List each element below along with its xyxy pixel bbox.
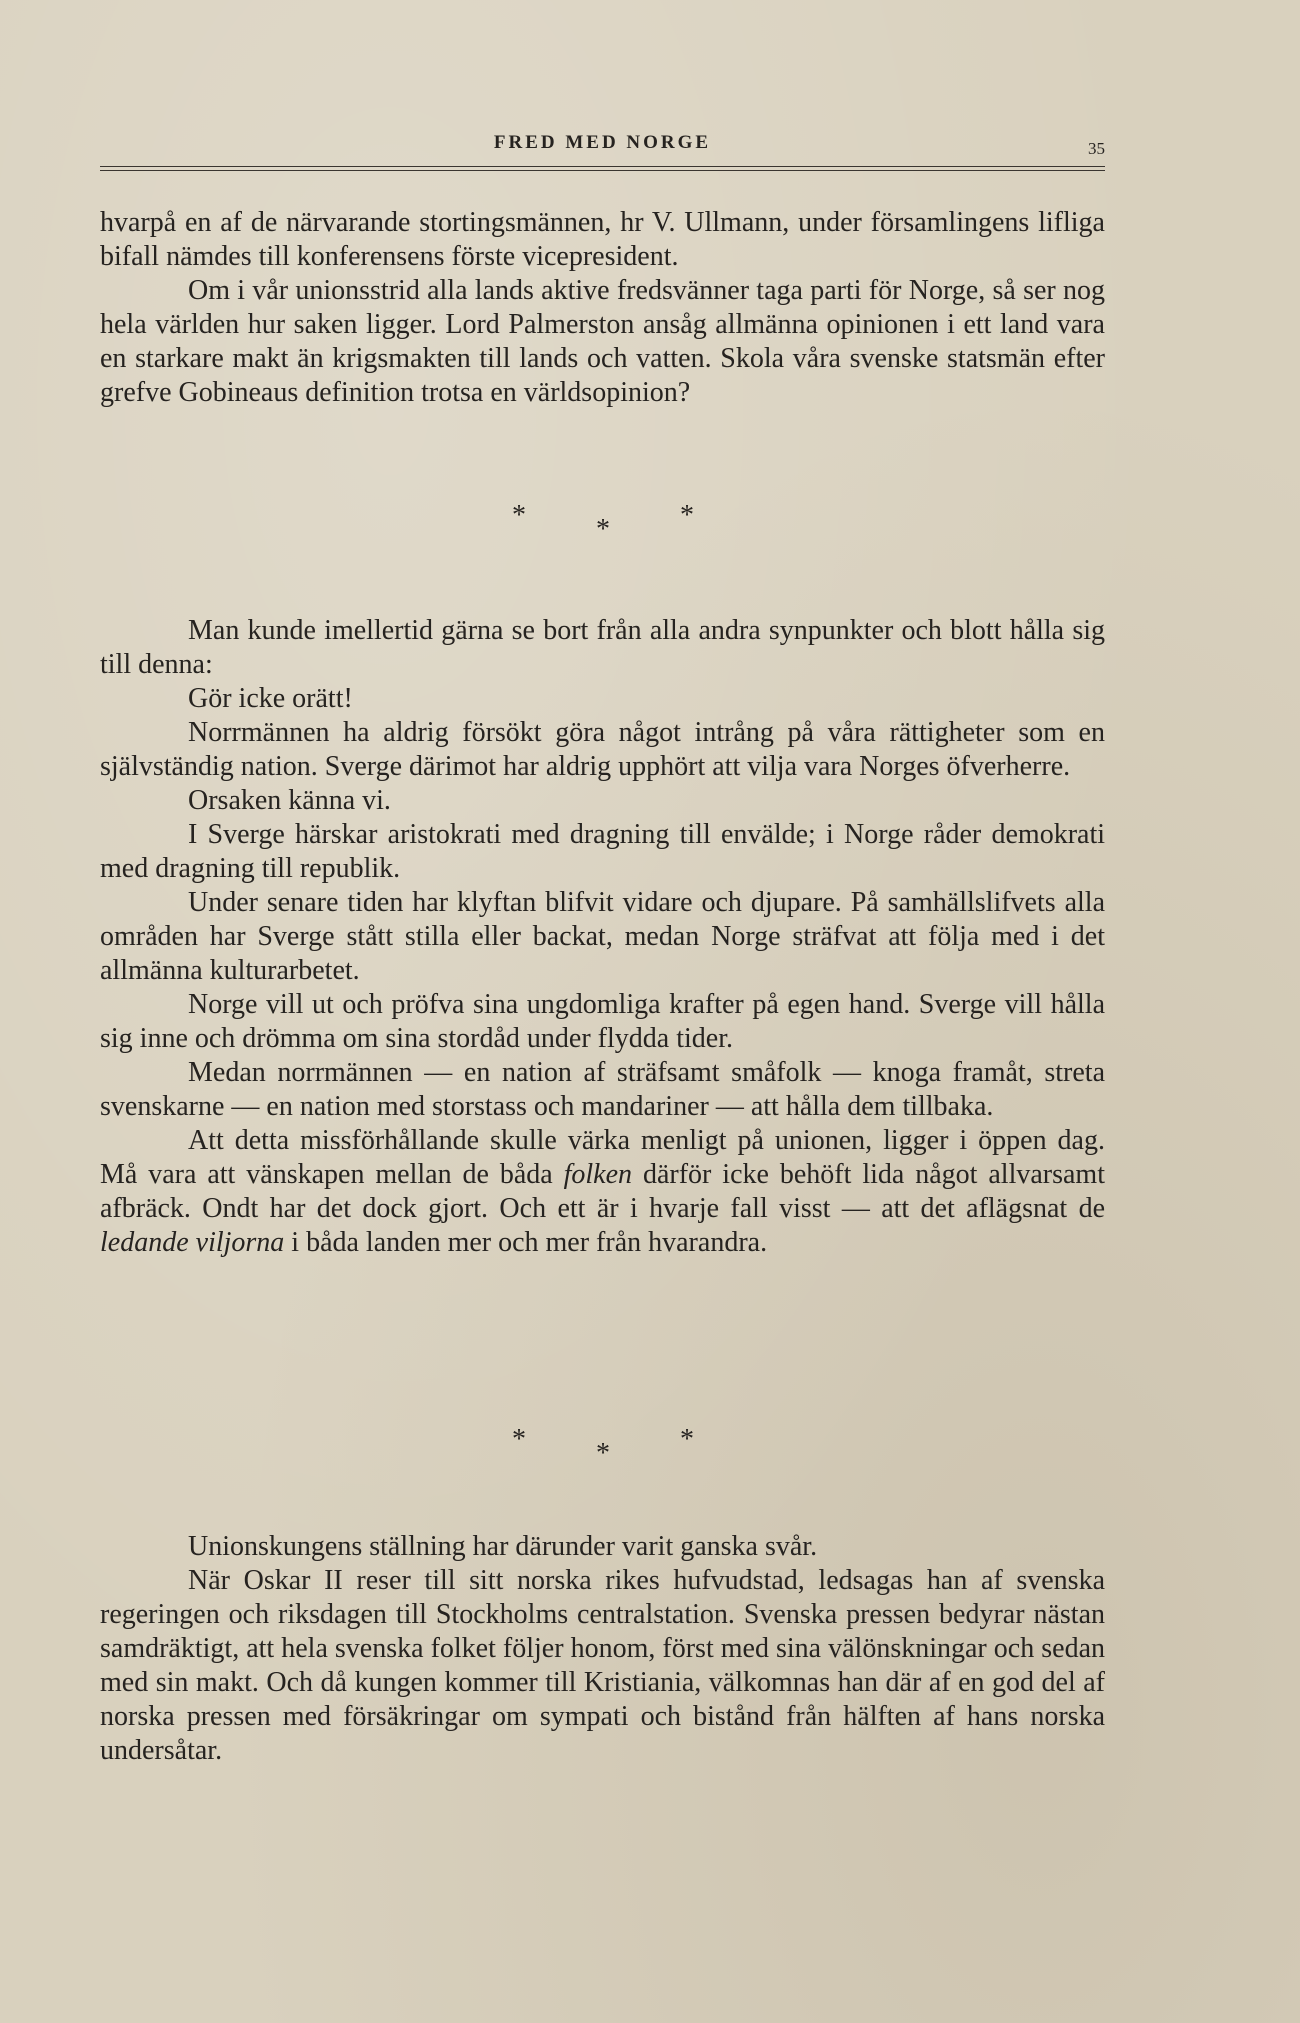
paragraph: Under senare tiden har klyftan blifvit vidare och djupare. På samhällslifvets alla områden har Sverge stått stilla eller backat, medan Norge sträfvat att följa med i det allmänna kulturarbetet.	[100, 887, 1105, 986]
paragraph: När Oskar II reser till sitt norska rikes hufvudstad, ledsagas han af svenska regeringen och riksdagen till Stockholms centralstation. Svenska pressen bedyrar nästan samdräktigt, att hela svenska folket följer honom, först med sina välönskningar och sedan med sin makt. Och då kungen kommer till Kristiania, välkomnas han där af en god del af norska pressen med försäkringar om sympati och bistånd från hälften af hans norska undersåtar.	[100, 1565, 1105, 1766]
page-number: 35	[1088, 139, 1105, 158]
running-title: FRED MED NORGE	[493, 132, 712, 153]
paragraph: Gör icke orätt!	[188, 683, 353, 714]
section-1	[100, 206, 1105, 410]
separator-star: *	[680, 500, 694, 531]
italic-emphasis: folken	[563, 1159, 633, 1190]
text-run: i båda landen mer och mer från hvarandra.	[284, 1227, 768, 1258]
page-header	[100, 132, 1105, 166]
section-separator-2	[100, 1424, 1105, 1474]
paragraph: Man kunde imellertid gärna se bort från alla andra synpunkter och blott hålla sig till denna:	[100, 615, 1105, 680]
text-run: Att detta missförhållande skulle värka menligt på unionen, ligger i öppen dag. Må vara att vänskapen mellan de båda	[100, 1125, 1105, 1190]
section-3	[100, 1530, 1105, 1768]
paragraph: Orsaken känna vi.	[188, 785, 391, 816]
separator-star: *	[596, 514, 610, 545]
separator-star: *	[680, 1424, 694, 1455]
paragraph: Norge vill ut och pröfva sina ungdomliga krafter på egen hand. Sverge vill hålla sig inne och drömma om sina stordåd under flydda tider.	[100, 989, 1105, 1054]
paragraph: I Sverge härskar aristokrati med dragning till envälde; i Norge råder demokrati med dragning till republik.	[100, 819, 1105, 884]
paragraph: Norrmännen ha aldrig försökt göra något intrång på våra rättigheter som en självständig nation. Sverge därimot har aldrig upphört att vilja vara Norges öfverherre.	[100, 717, 1105, 782]
separator-star: *	[512, 1424, 526, 1455]
separator-star: *	[596, 1438, 610, 1469]
header-rule	[100, 166, 1105, 171]
paragraph	[100, 1124, 1105, 1260]
paragraph: hvarpå en af de närvarande stortingsmännen, hr V. Ullmann, under församlingens lifliga bifall nämdes till konferensens förste vicepresident.	[100, 207, 1105, 272]
separator-star: *	[512, 500, 526, 531]
text-run: därför icke behöft lida något allvarsamt afbräck. Ondt har det dock gjort. Och ett är i hvarje fall visst — att det aflägsnat de	[100, 1159, 1105, 1224]
section-separator-1	[100, 500, 1105, 550]
paragraph: Om i vår unionsstrid alla lands aktive fredsvänner taga parti för Norge, så ser nog hela världen hur saken ligger. Lord Palmerston ansåg allmänna opinionen i ett land vara en starkare makt än krigsmakten till lands och vatten. Skola våra svenske statsmän efter grefve Gobineaus definition trotsa en världsopinion?	[100, 275, 1105, 408]
italic-emphasis: ledande viljorna	[100, 1227, 285, 1258]
paragraph: Medan norrmännen — en nation af sträfsamt småfolk — knoga framåt, streta svenskarne — en nation med storstass och mandariner — att hålla dem tillbaka.	[100, 1057, 1105, 1122]
paragraph: Unionskungens ställning har därunder varit ganska svår.	[188, 1531, 818, 1562]
section-2	[100, 614, 1105, 1260]
